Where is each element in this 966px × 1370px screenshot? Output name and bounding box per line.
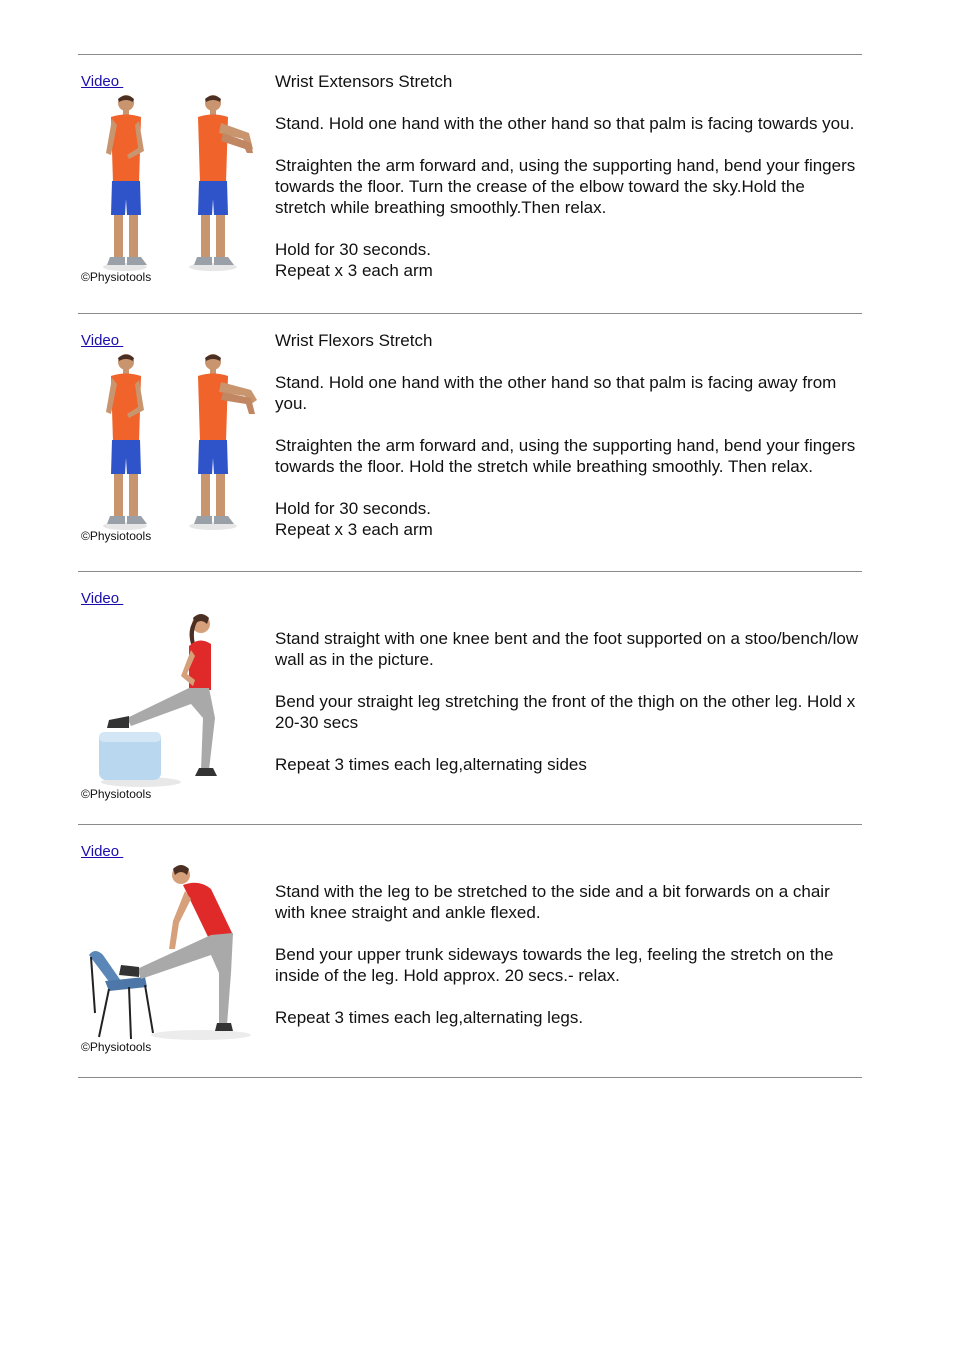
man-figure-start bbox=[103, 95, 147, 271]
illustration-column bbox=[81, 332, 271, 547]
exercise-entry bbox=[78, 55, 862, 314]
image-credit: ©Physiotools bbox=[81, 270, 152, 284]
instruction-paragraph: Straighten the arm forward and, using the supporting hand, bend your fingers towards the floor. Turn the crease of the elbow toward the sky.Hold the stretch while breathing smoothly.Then relax. bbox=[275, 156, 856, 217]
woman-chair-illustration bbox=[81, 863, 271, 1043]
instructions-column bbox=[275, 628, 860, 775]
illustration-column bbox=[81, 843, 271, 1058]
instruction-paragraph: Stand straight with one knee bent and the foot supported on a stoo/bench/low wall as in the picture. bbox=[275, 629, 859, 669]
instruction-paragraph: Stand with the leg to be stretched to the side and a bit forwards on a chair with knee straight and ankle flexed. bbox=[275, 882, 830, 922]
chair-shape bbox=[89, 951, 153, 1039]
dosage-line: Repeat x 3 each arm bbox=[275, 261, 433, 280]
exercise-entry bbox=[78, 314, 862, 572]
exercise-entry bbox=[78, 572, 862, 825]
instruction-paragraph: Bend your straight leg stretching the front of the thigh on the other leg. Hold x 20-30 secs bbox=[275, 692, 856, 732]
dosage-line: Hold for 30 seconds. bbox=[275, 240, 431, 259]
exercise-sheet bbox=[78, 54, 862, 1078]
woman-stool-illustration bbox=[81, 610, 271, 790]
standing-man-illustration bbox=[81, 352, 271, 532]
image-credit: ©Physiotools bbox=[81, 1040, 152, 1054]
dosage bbox=[275, 239, 860, 281]
dosage-line: Repeat x 3 each arm bbox=[275, 520, 433, 539]
image-credit: ©Physiotools bbox=[81, 529, 152, 543]
instructions-column bbox=[275, 71, 860, 281]
dosage-line: Repeat 3 times each leg,alternating sides bbox=[275, 755, 587, 774]
dosage bbox=[275, 754, 860, 775]
dosage bbox=[275, 1007, 860, 1028]
dosage bbox=[275, 498, 860, 540]
dosage-line: Hold for 30 seconds. bbox=[275, 499, 431, 518]
instructions-column bbox=[275, 330, 860, 540]
exercise-entry bbox=[78, 825, 862, 1078]
illustration-column bbox=[81, 73, 271, 288]
instruction-paragraph: Stand. Hold one hand with the other hand so that palm is facing towards you. bbox=[275, 114, 855, 133]
standing-man-illustration bbox=[81, 93, 271, 273]
man-figure-stretch bbox=[189, 354, 257, 530]
video-link[interactable]: Video bbox=[81, 590, 124, 607]
instructions-column bbox=[275, 881, 860, 1028]
instruction-paragraph: Stand. Hold one hand with the other hand so that palm is facing away from you. bbox=[275, 373, 837, 413]
dosage-line: Repeat 3 times each leg,alternating legs. bbox=[275, 1008, 584, 1027]
exercise-title: Wrist Flexors Stretch bbox=[275, 331, 433, 350]
instruction-paragraph: Bend your upper trunk sideways towards the leg, feeling the stretch on the inside of the leg. Hold approx. 20 secs.- relax. bbox=[275, 945, 834, 985]
illustration-column bbox=[81, 590, 271, 805]
video-link[interactable]: Video bbox=[81, 843, 124, 860]
instruction-paragraph: Straighten the arm forward and, using the supporting hand, bend your fingers towards the floor. Hold the stretch while breathing smoothly. Then relax. bbox=[275, 436, 856, 476]
video-link[interactable]: Video bbox=[81, 332, 124, 349]
image-credit: ©Physiotools bbox=[81, 787, 152, 801]
man-figure-start bbox=[103, 354, 147, 530]
man-figure-stretch bbox=[189, 95, 253, 271]
exercise-title: Wrist Extensors Stretch bbox=[275, 72, 453, 91]
video-link[interactable]: Video bbox=[81, 73, 124, 90]
